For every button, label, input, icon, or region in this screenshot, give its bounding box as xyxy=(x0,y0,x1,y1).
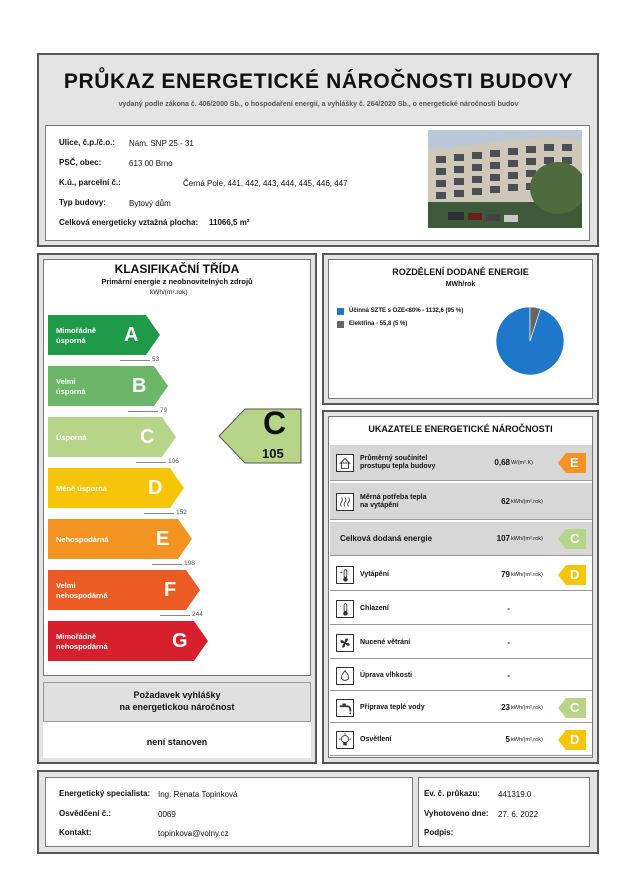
class-threshold-value: 198 xyxy=(184,560,195,567)
indicator-label xyxy=(360,455,435,471)
heat-waves-icon xyxy=(336,493,354,511)
class-band-label-line1: Velmi xyxy=(56,581,76,590)
legend-swatch-electricity xyxy=(337,321,344,328)
indicator-label-line2: na vytápění xyxy=(360,501,399,509)
humidity-icon xyxy=(336,667,354,685)
indicator-value: - xyxy=(507,637,510,647)
cadastre-value: Černá Pole, 441, 442, 443, 444, 445, 446, 447 xyxy=(183,179,348,188)
distribution-title: ROZDĚLENÍ DODANÉ ENERGIE xyxy=(392,267,529,277)
requirement-title-line1: Požadavek vyhlášky xyxy=(133,690,221,700)
class-band-label-line1: Méně úsporná xyxy=(56,484,107,493)
indicators-title: UKAZATELE ENERGETICKÉ NÁROČNOSTI xyxy=(368,424,553,434)
indicator-class-letter: C xyxy=(570,699,580,715)
indicator-value: 107 xyxy=(496,534,510,543)
indicator-value: 0,68 xyxy=(494,458,510,467)
class-threshold-value: 106 xyxy=(168,458,179,465)
indicator-row xyxy=(330,692,592,723)
indicator-row xyxy=(330,558,592,591)
zip-value: 613 00 Brno xyxy=(129,159,173,168)
indicator-row xyxy=(330,522,592,556)
class-band-label xyxy=(56,484,107,494)
specialist-value: Ing. Renata Topinková xyxy=(158,790,238,799)
indicator-label-line1: Nucené větrání xyxy=(360,638,411,646)
building-type-label: Typ budovy: xyxy=(59,198,106,207)
indicator-label-line1: Osvětlení xyxy=(360,736,392,743)
class-band-label xyxy=(56,632,108,652)
indicator-row xyxy=(330,592,592,625)
indicator-label-line1: Chlazení xyxy=(360,604,389,612)
class-band-d xyxy=(48,468,184,508)
requirement-value: není stanoven xyxy=(146,737,208,747)
class-band-letter: A xyxy=(124,324,139,346)
indicator-unit: W/(m².K) xyxy=(511,460,533,466)
class-band-c xyxy=(48,417,176,457)
indicator-row xyxy=(330,445,592,481)
result-class-arrow xyxy=(218,408,302,464)
class-band-label xyxy=(56,377,86,397)
address-label: Ulice, č.p./č.o.: xyxy=(59,138,116,147)
address-value: Nám. SNP 25 - 31 xyxy=(129,139,194,148)
building-photo xyxy=(428,130,582,228)
specialist-label: Energetický specialista: xyxy=(59,789,151,798)
class-band-label-line2: nehospodárná xyxy=(56,642,108,651)
area-label: Celková energeticky vztažná plocha: xyxy=(59,218,199,227)
document-title: PRŮKAZ ENERGETICKÉ NÁROČNOSTI BUDOVY xyxy=(63,70,574,93)
signature-label: Podpis: xyxy=(424,828,454,837)
ev-number-value: 441319.0 xyxy=(498,790,532,799)
class-threshold-line xyxy=(120,360,150,361)
indicator-label-line1: Průměrný součinitel xyxy=(360,455,428,462)
cooling-thermometer-icon xyxy=(336,600,354,618)
distribution-unit: MWh/rok xyxy=(445,281,476,288)
distribution-pie-chart xyxy=(494,305,566,377)
class-band-a xyxy=(48,315,160,355)
indicator-unit: kWh/(m².rok) xyxy=(511,571,543,578)
indicator-value: 79 xyxy=(501,569,510,579)
indicator-value: - xyxy=(507,670,510,680)
certificate-value: 0069 xyxy=(158,810,176,819)
thermometer-icon xyxy=(336,566,354,584)
result-class-letter: C xyxy=(263,405,287,441)
class-band-b xyxy=(48,366,168,406)
indicator-class-letter: E xyxy=(570,455,579,470)
lightbulb-icon xyxy=(336,731,354,749)
indicator-label-line1: Měrná potřeba tepla xyxy=(360,493,427,501)
indicator-class-letter: C xyxy=(570,531,580,546)
class-band-label-line2: úsporná xyxy=(56,387,86,396)
class-band-label-line2: úsporná xyxy=(56,336,86,345)
legend-label-heat: Účinná SZTE s OZE<80% - 1132,6 (95 %) xyxy=(349,308,464,314)
class-threshold-value: 79 xyxy=(160,407,168,414)
class-band-letter: G xyxy=(172,630,188,652)
class-threshold-line xyxy=(160,615,190,616)
class-band-letter: B xyxy=(132,375,147,397)
indicator-value: 62 xyxy=(501,496,510,506)
classification-subtitle: Primární energie z neobnovitelných zdrojů xyxy=(101,277,253,286)
house-icon xyxy=(336,454,354,472)
issue-date-value: 27. 6. 2022 xyxy=(498,810,539,819)
class-band-label xyxy=(56,535,109,545)
building-type-value: Bytový dům xyxy=(129,199,171,208)
indicator-unit: kWh/(m².rok) xyxy=(511,704,543,711)
class-threshold-value: 152 xyxy=(176,509,187,516)
indicator-unit: kWh/(m².rok) xyxy=(511,498,543,505)
class-band-label-line2: nehospodárná xyxy=(56,591,108,600)
indicator-label xyxy=(360,704,425,712)
classification-title: KLASIFIKAČNÍ TŘÍDA xyxy=(114,262,240,276)
class-threshold-line xyxy=(136,462,166,463)
indicator-value: - xyxy=(507,603,510,613)
indicator-class-letter: D xyxy=(570,732,580,747)
class-threshold-value: 244 xyxy=(192,611,203,618)
indicator-value: 23 xyxy=(501,702,510,712)
indicator-label-line1: Příprava teplé vody xyxy=(360,703,425,711)
zip-label: PSČ, obec: xyxy=(59,158,102,167)
class-band-label-line1: Mimořádně xyxy=(56,632,97,641)
class-band-label xyxy=(56,581,108,601)
class-band-letter: D xyxy=(148,477,163,499)
indicator-row xyxy=(330,724,592,756)
indicator-unit: kWh/(m².rok) xyxy=(511,536,543,542)
class-threshold-line xyxy=(152,564,182,565)
indicator-label xyxy=(360,494,427,510)
indicator-label-line1: Celková dodaná energie xyxy=(340,534,433,543)
indicator-label xyxy=(360,736,392,744)
indicator-label xyxy=(360,672,412,680)
indicator-label xyxy=(360,605,389,613)
document-subtitle: vydaný podle zákona č. 406/2000 Sb., o hospodaření energií, a vyhlášky č. 264/2020 Sb., o energetické náročnosti budov xyxy=(118,101,519,108)
classification-unit: kWh/(m².rok) xyxy=(150,289,188,296)
legend-label-electricity: Elektřina - 55,8 (5 %) xyxy=(349,321,408,327)
class-band-label-line1: Mimořádně xyxy=(56,326,97,335)
indicator-value: 5 xyxy=(505,735,510,744)
indicator-label-line2: prostupu tepla budovy xyxy=(360,463,436,470)
ev-number-label: Ev. č. průkazu: xyxy=(424,789,480,798)
class-band-label-line1: Nehospodárná xyxy=(56,535,109,544)
class-band-g xyxy=(48,621,208,661)
class-band-f xyxy=(48,570,200,610)
class-band-e xyxy=(48,519,192,559)
class-band-letter: F xyxy=(164,579,177,601)
indicator-label xyxy=(360,639,410,647)
cadastre-label: K.ú., parcelní č.: xyxy=(59,178,121,187)
svg-text:-: - xyxy=(339,603,342,610)
contact-label: Kontakt: xyxy=(59,828,92,837)
certificate-label: Osvědčení č.: xyxy=(59,809,112,818)
area-value: 11066,5 m² xyxy=(209,218,250,227)
faucet-icon xyxy=(336,699,354,717)
svg-text:+: + xyxy=(339,569,343,576)
indicator-row xyxy=(330,660,592,691)
indicator-row xyxy=(330,483,592,520)
class-threshold-line xyxy=(128,411,158,412)
requirement-title-line2: na energetickou náročnost xyxy=(119,702,235,712)
class-band-label xyxy=(56,433,86,443)
indicator-label xyxy=(360,571,389,579)
indicator-label-line1: Úprava vlhkosti xyxy=(360,671,413,679)
indicator-class-letter: D xyxy=(570,566,580,582)
class-band-label-line1: Úsporná xyxy=(56,433,87,442)
class-threshold-value: 53 xyxy=(152,356,160,363)
class-band-label-line1: Velmi xyxy=(56,377,76,386)
contact-value[interactable]: topinkova@volny.cz xyxy=(158,829,229,838)
indicator-label-line1: Vytápění xyxy=(360,570,389,578)
indicator-unit: kWh/(m².rok) xyxy=(511,737,543,743)
class-band-letter: E xyxy=(156,528,170,550)
indicator-label xyxy=(340,535,432,543)
class-threshold-line xyxy=(144,513,174,514)
class-band-letter: C xyxy=(140,426,155,448)
legend-swatch-heat xyxy=(337,308,344,315)
fan-icon xyxy=(336,634,354,652)
result-class-value: 105 xyxy=(262,446,284,461)
indicator-row xyxy=(330,626,592,659)
class-band-label xyxy=(56,326,96,346)
issue-date-label: Vyhotoveno dne: xyxy=(424,809,489,818)
